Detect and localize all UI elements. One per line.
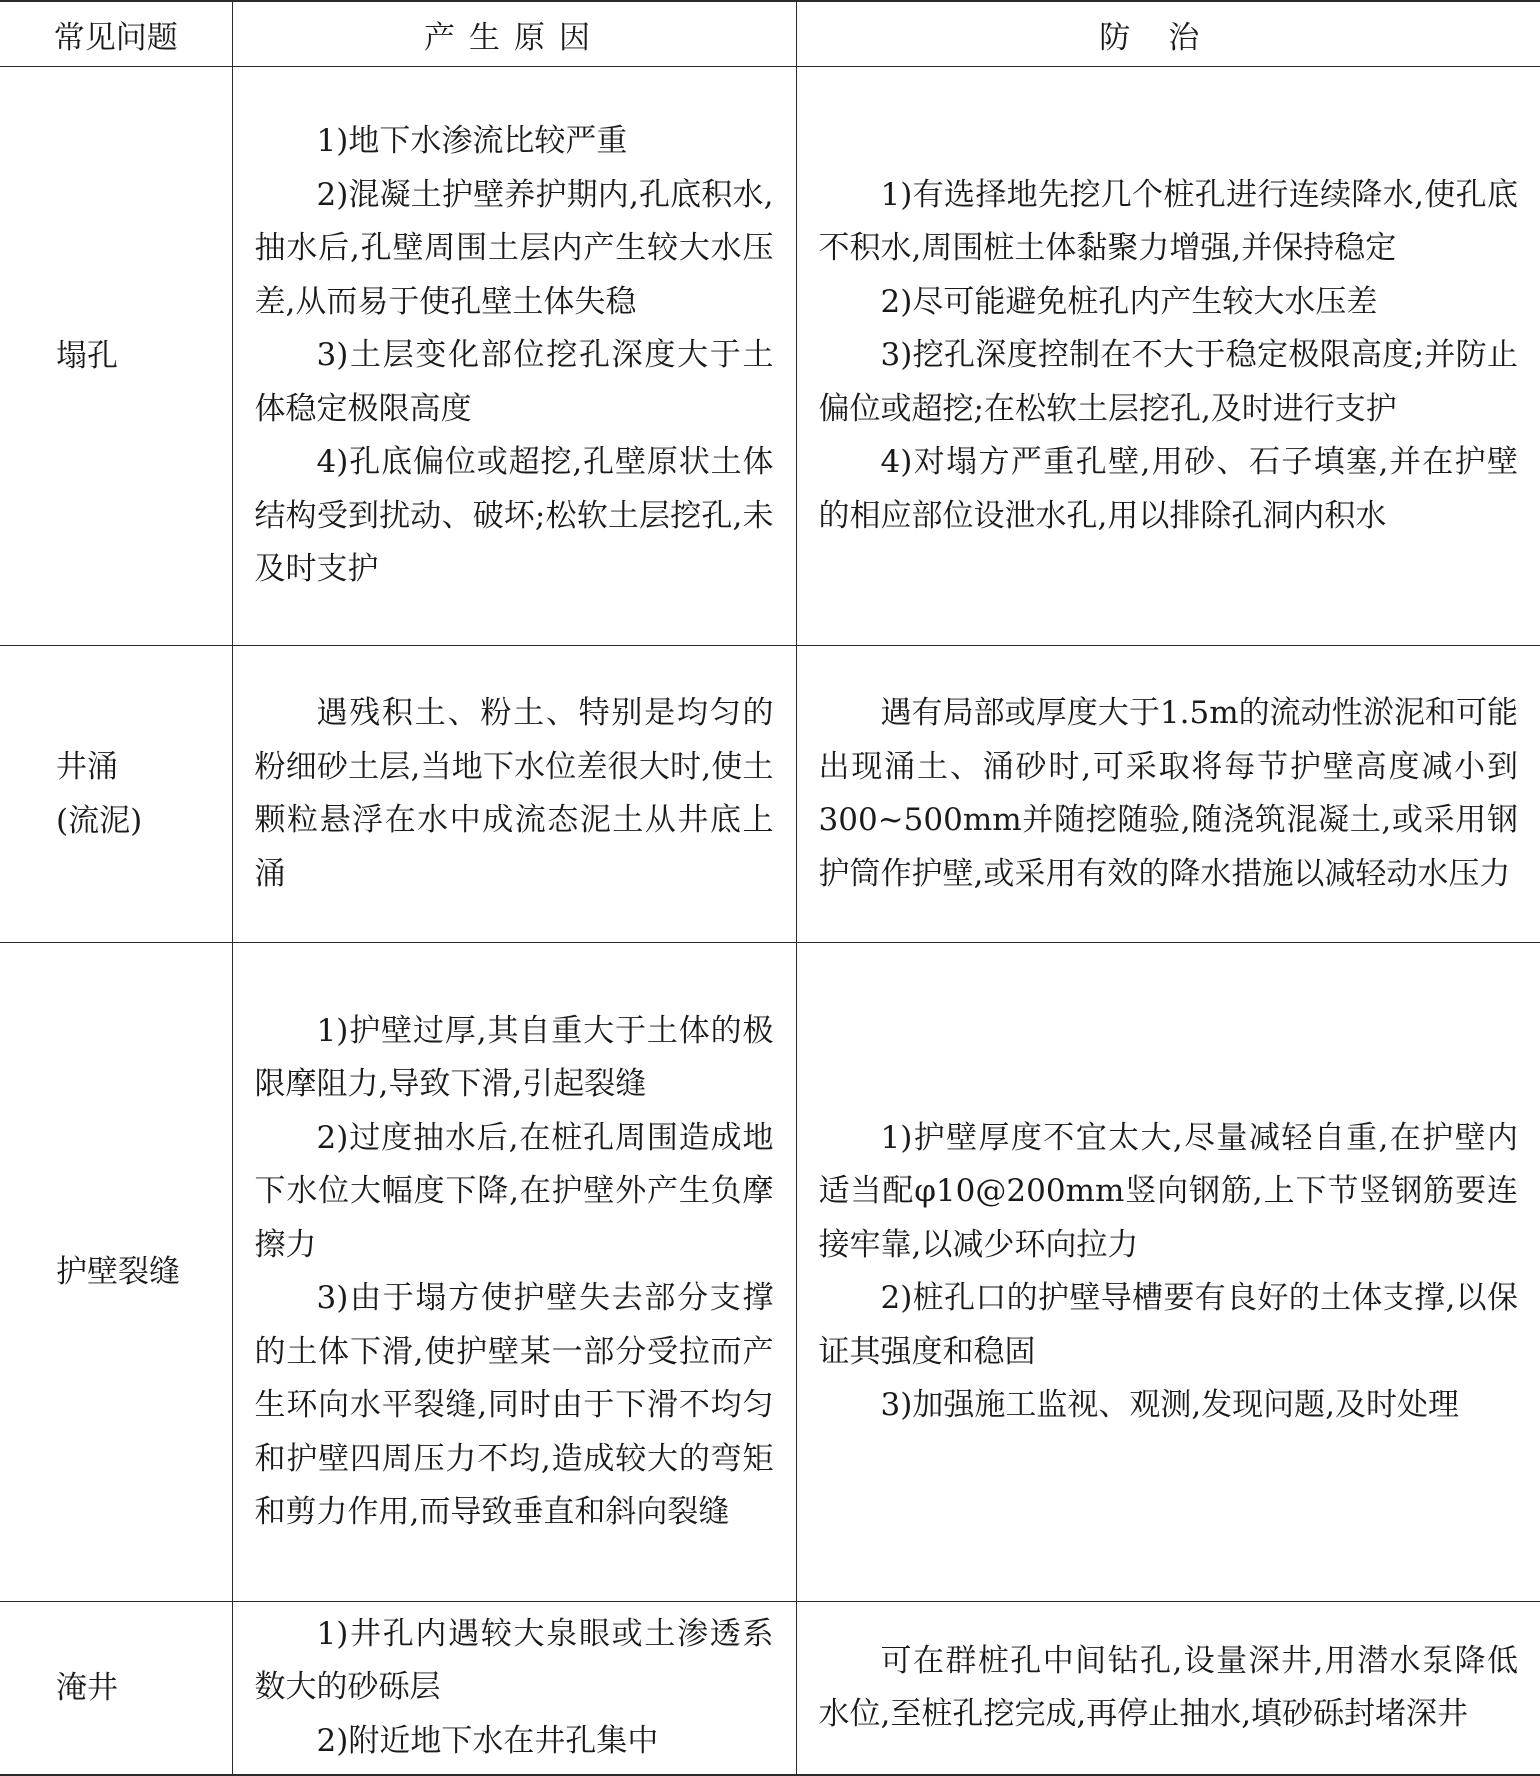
cause-item: 1)井孔内遇较大泉眼或土渗透系数大的砂砾层 (254, 1615, 774, 1706)
cause-cell (232, 646, 796, 943)
cause-item: 1)地下水渗流比较严重 (316, 123, 628, 160)
prevention-cell (796, 1602, 1540, 1776)
issue-cell (0, 646, 232, 943)
cause-item: 3)由于塌方使护壁失去部分支撑的土体下滑,使护壁某一部分受拉而产生环向水平裂缝,同时由于下滑不均匀和护壁四周压力不均,造成较大的弯矩和剪力作用,而导致垂直和斜向裂缝 (254, 1280, 774, 1530)
prevention-cell (796, 943, 1540, 1602)
issue-sublabel: (流泥) (56, 803, 143, 839)
prevention-item: 1)护壁厚度不宜太大,尽量减轻自重,在护壁内适当配φ10@200mm竖向钢筋,上下节竖钢筋要连接牢靠,以减少环向拉力 (818, 1119, 1518, 1263)
cause-item: 2)过度抽水后,在桩孔周围造成地下水位大幅度下降,在护壁外产生负摩擦力 (254, 1119, 774, 1263)
prevention-item: 1)有选择地先挖几个桩孔进行连续降水,使孔底不积水,周围桩土体黏聚力增强,并保持稳定 (818, 176, 1518, 267)
issue-label: 塌孔 (56, 338, 118, 374)
header-issue: 常见问题 (0, 1, 232, 67)
issue-label: 井涌 (56, 749, 118, 785)
cause-item: 2)混凝土护壁养护期内,孔底积水,抽水后,孔壁周围土层内产生较大水压差,从而易于使孔壁土体失稳 (254, 176, 774, 320)
cause-item: 2)附近地下水在井孔集中 (316, 1722, 659, 1759)
header-cause: 产生原因 (232, 1, 796, 67)
prevention-item: 2)尽可能避免桩孔内产生较大水压差 (880, 283, 1378, 320)
cause-item: 遇残积土、粉土、特别是均匀的粉细砂土层,当地下水位差很大时,使土颗粒悬浮在水中成流态泥土从井底上涌 (254, 695, 774, 892)
prevention-item: 可在群桩孔中间钻孔,设量深井,用潜水泵降低水位,至桩孔挖完成,再停止抽水,填砂砾封堵深井 (818, 1642, 1518, 1732)
issue-cell (0, 943, 232, 1602)
issue-cell (0, 67, 232, 646)
issue-label: 淹井 (56, 1670, 118, 1706)
table-row (0, 67, 1540, 646)
cause-item: 4)孔底偏位或超挖,孔壁原状土体结构受到扰动、破坏;松软土层挖孔,未及时支护 (254, 444, 774, 588)
prevention-item: 3)加强施工监视、观测,发现问题,及时处理 (880, 1387, 1460, 1423)
prevention-cell (796, 646, 1540, 943)
prevention-cell (796, 67, 1540, 646)
cause-cell (232, 943, 796, 1602)
prevention-item: 2)桩孔口的护壁导槽要有良好的土体支撑,以保证其强度和稳固 (818, 1280, 1518, 1370)
table-row (0, 1602, 1540, 1776)
cause-cell (232, 1602, 796, 1776)
header-prevention: 防治 (796, 1, 1540, 67)
cause-item: 1)护壁过厚,其自重大于土体的极限摩阻力,导致下滑,引起裂缝 (254, 1012, 774, 1102)
header-row (0, 1, 1540, 67)
table-row (0, 646, 1540, 943)
table-row (0, 943, 1540, 1602)
issue-label: 护壁裂缝 (56, 1254, 180, 1290)
cause-item: 3)土层变化部位挖孔深度大于土体稳定极限高度 (254, 337, 774, 427)
cause-cell (232, 67, 796, 646)
prevention-item: 4)对塌方严重孔壁,用砂、石子填塞,并在护壁的相应部位设泄水孔,用以排除孔洞内积水 (818, 444, 1518, 534)
prevention-item: 遇有局部或厚度大于1.5m的流动性淤泥和可能出现涌土、涌砂时,可采取将每节护壁高度减小到300~500mm并随挖随验,随浇筑混凝土,或采用钢护筒作护壁,或采用有效的降水措施以减轻动水压力 (818, 695, 1518, 892)
issue-cell (0, 1602, 232, 1776)
prevention-item: 3)挖孔深度控制在不大于稳定极限高度;并防止偏位或超挖;在松软土层挖孔,及时进行支护 (818, 337, 1518, 427)
